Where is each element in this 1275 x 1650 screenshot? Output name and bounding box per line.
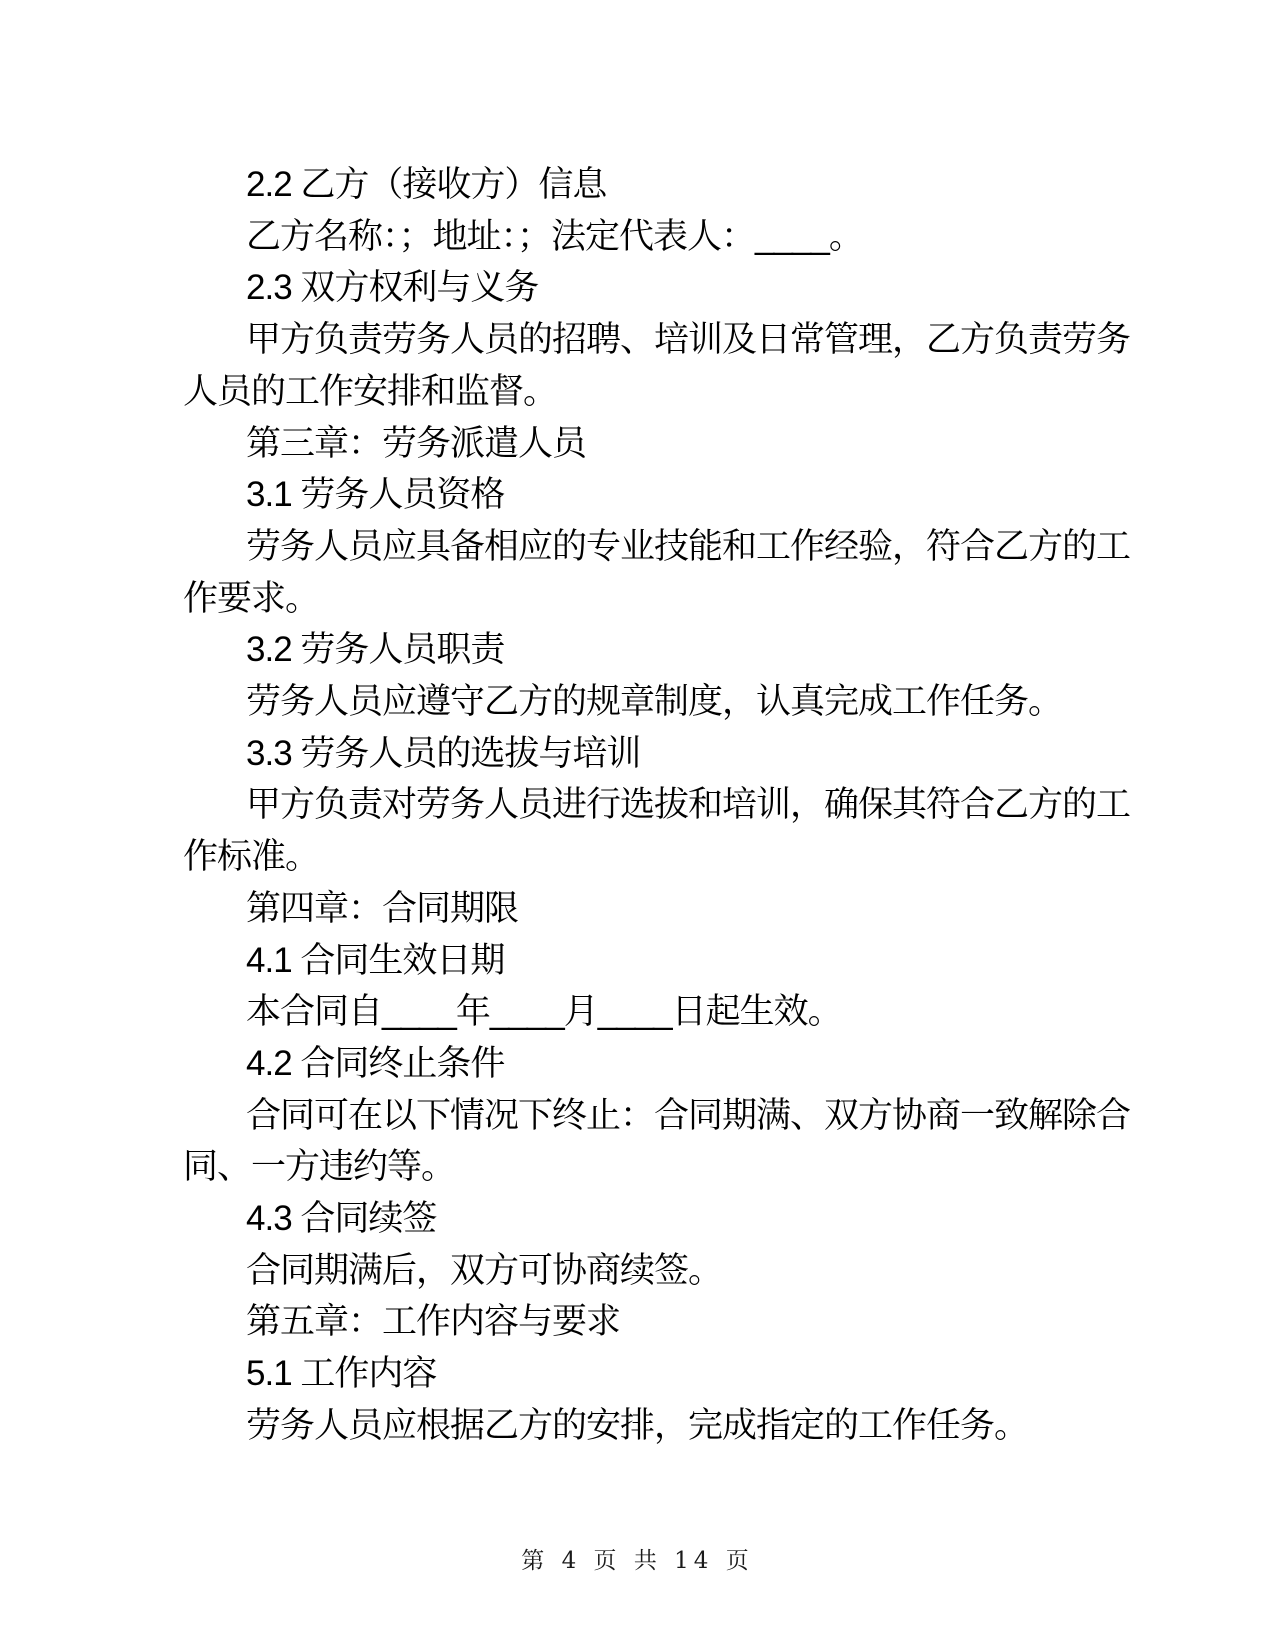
body-text-line: 人员的工作安排和监督。 [183, 371, 558, 411]
clause-heading: 5.1 工作内容 [246, 1354, 437, 1394]
body-text-line: 劳务人员应具备相应的专业技能和工作经验，符合乙方的工 [246, 526, 1131, 566]
clause-heading: 3.2 劳务人员职责 [246, 630, 505, 670]
contract-text-block [183, 159, 1223, 1452]
body-text-line: 甲方负责对劳务人员进行选拔和培训，确保其符合乙方的工 [246, 785, 1131, 825]
body-text-line: 合同期满后，双方可协商续签。 [246, 1250, 723, 1290]
body-text-line: 合同可在以下情况下终止：合同期满、双方协商一致解除合 [246, 1095, 1131, 1135]
body-text-line: 作标准。 [183, 837, 320, 877]
clause-heading: 4.3 合同续签 [246, 1199, 437, 1239]
body-text-line: 作要求。 [183, 578, 320, 618]
page-footer: 第 4 页 共 14 页 [521, 1548, 754, 1574]
body-text-line: 甲方负责劳务人员的招聘、培训及日常管理，乙方负责劳务 [246, 320, 1131, 360]
clause-heading: 3.1 劳务人员资格 [246, 475, 505, 515]
clause-heading: 2.2 乙方（接收方）信息 [246, 165, 607, 204]
body-text-line: 劳务人员应遵守乙方的规章制度，认真完成工作任务。 [246, 682, 1063, 722]
body-text-line: 劳务人员应根据乙方的安排，完成指定的工作任务。 [246, 1405, 1029, 1445]
body-text-line: 乙方名称：；地址：；法定代表人：____。 [246, 216, 863, 256]
chapter-heading: 第四章：合同期限 [246, 888, 519, 928]
chapter-heading: 第五章：工作内容与要求 [246, 1302, 621, 1342]
clause-heading: 4.2 合同终止条件 [246, 1043, 505, 1083]
clause-heading: 4.1 合同生效日期 [246, 940, 505, 980]
body-text-line: 本合同自____年____月____日起生效。 [246, 992, 842, 1032]
clause-heading: 3.3 劳务人员的选拔与培训 [246, 733, 641, 773]
body-text-line: 同、一方违约等。 [183, 1147, 456, 1187]
clause-heading: 2.3 双方权利与义务 [246, 268, 539, 308]
chapter-heading: 第三章：劳务派遣人员 [246, 423, 587, 463]
